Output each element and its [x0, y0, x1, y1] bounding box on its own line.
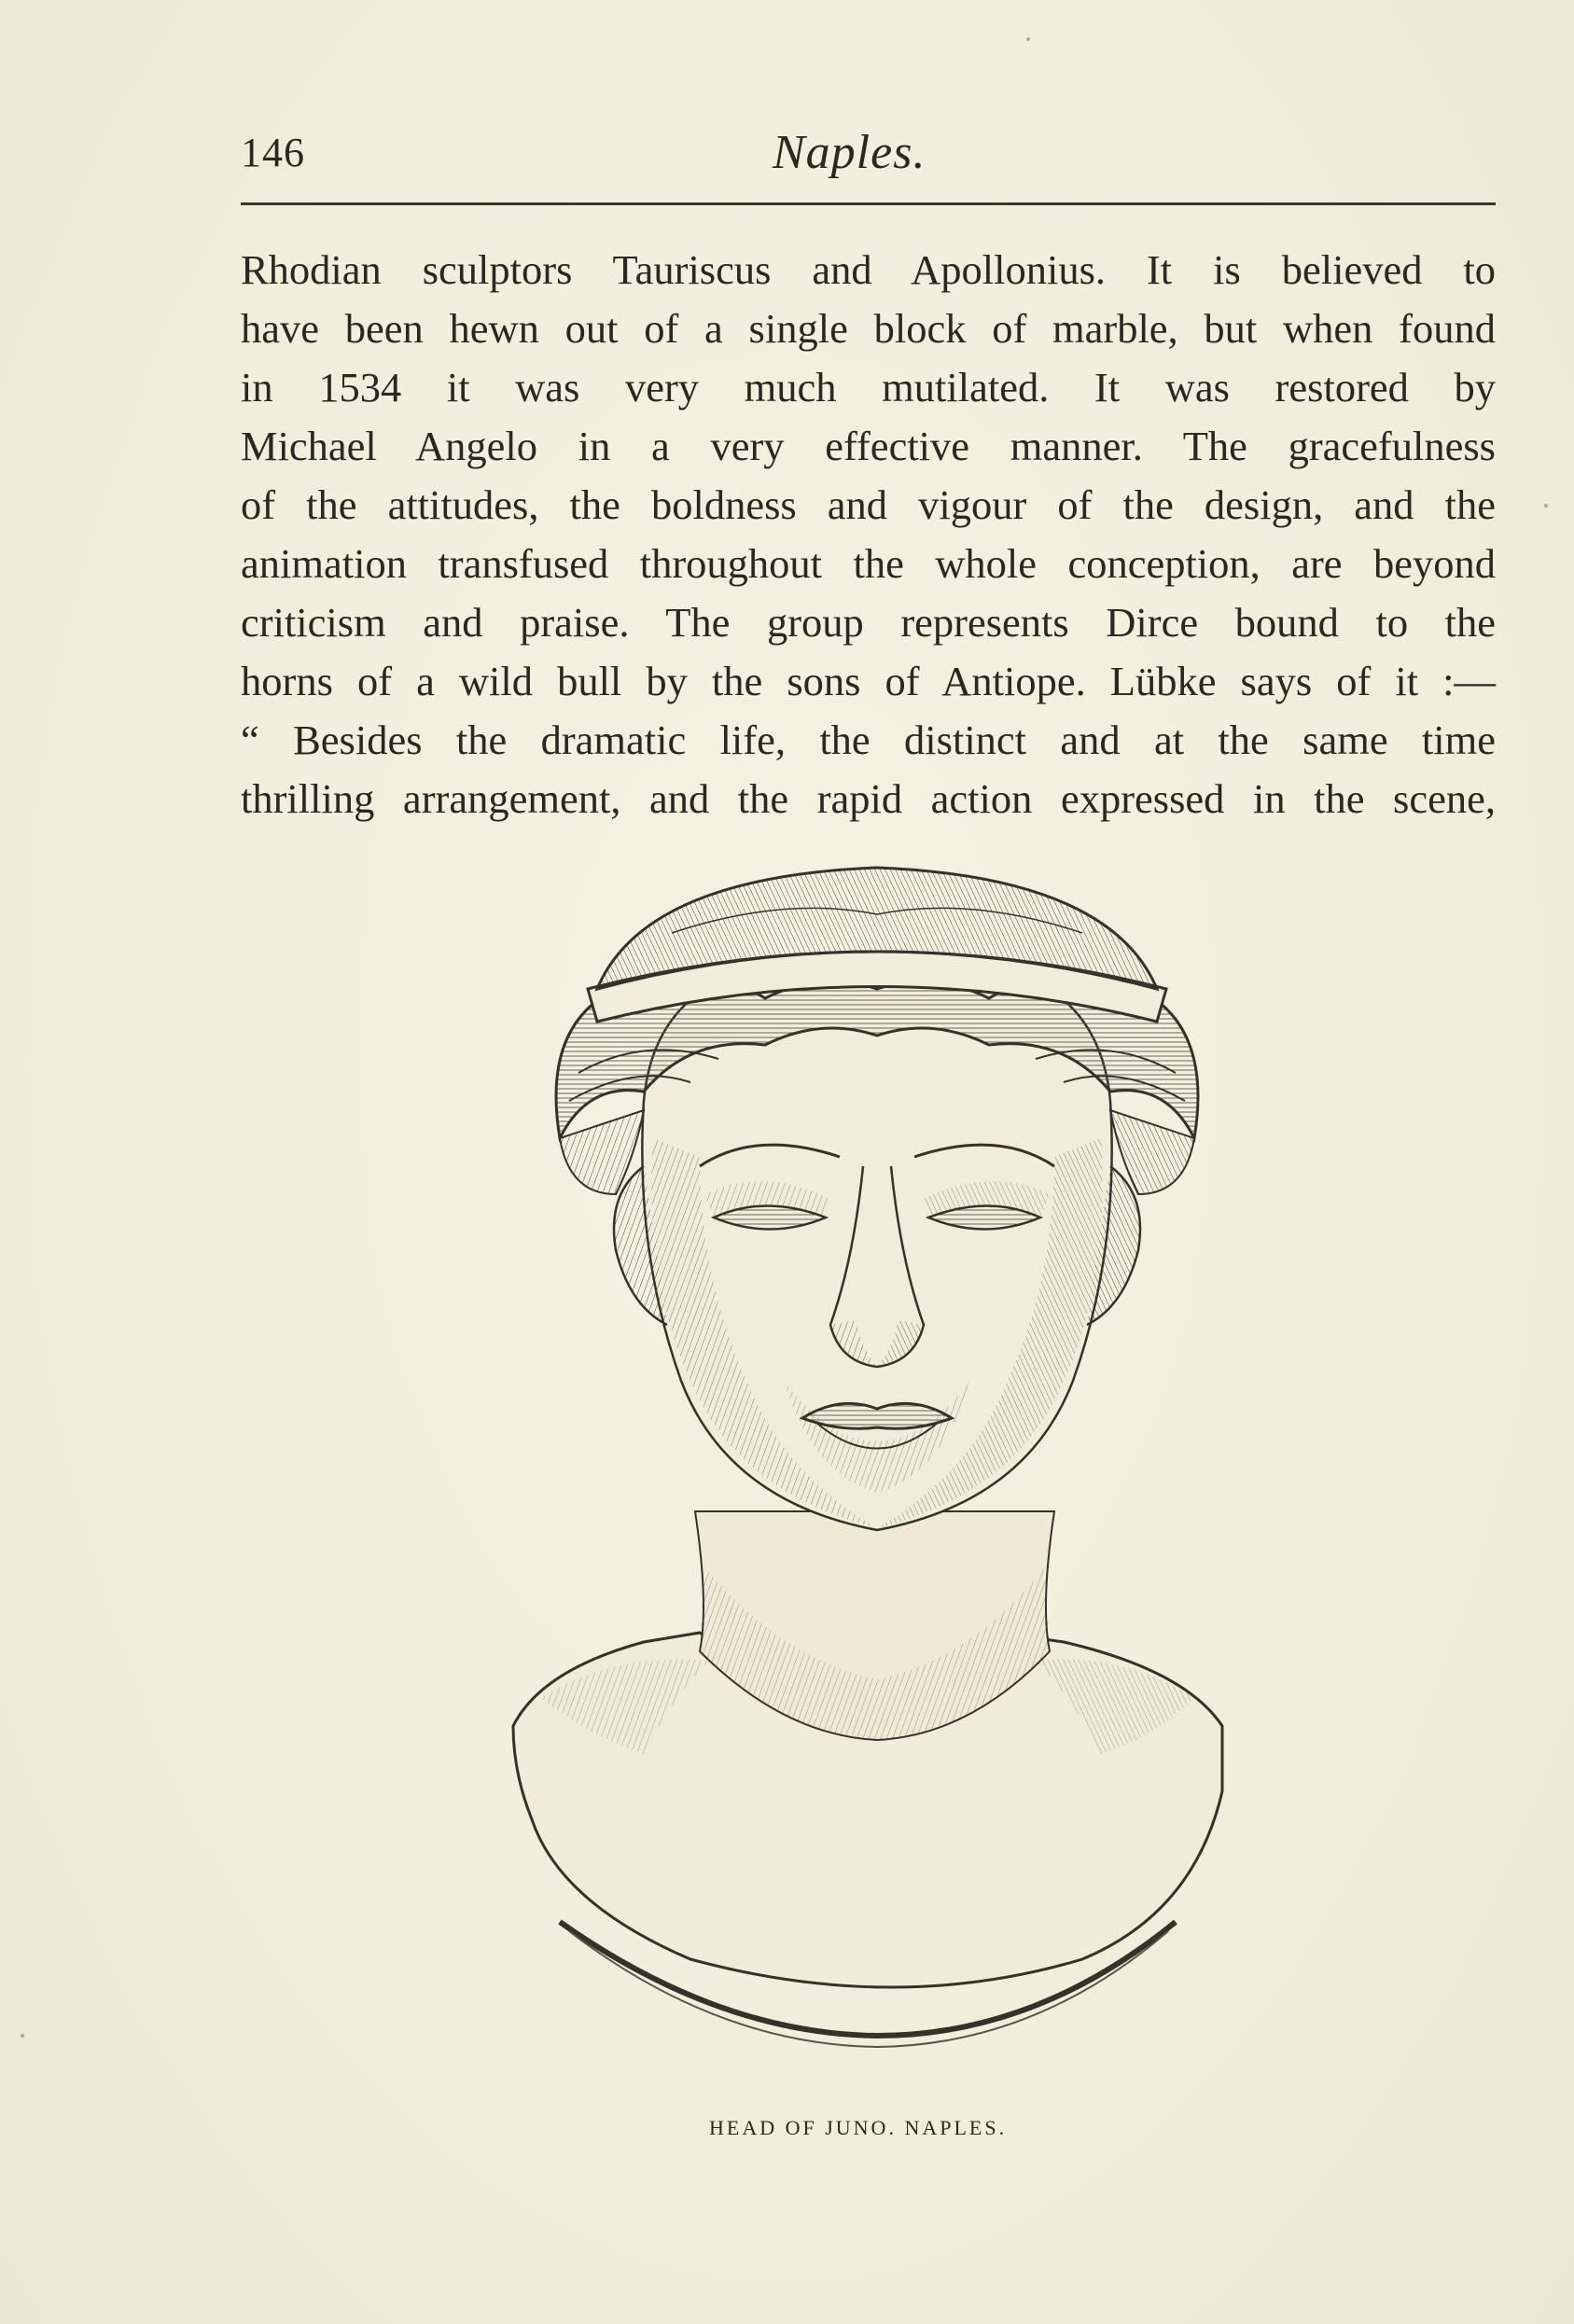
- page-number: 146: [241, 130, 305, 175]
- text-line: Michael Angelo in a very effective manner. The gracefulness: [241, 423, 1496, 469]
- text-line: have been hewn out of a single block of marble, but when found: [241, 305, 1496, 352]
- paper-speck: [1544, 504, 1548, 508]
- text-line: of the attitudes, the boldness and vigour of the design, and the: [241, 481, 1496, 528]
- text-line: “ Besides the dramatic life, the distinct and at the same time: [241, 717, 1496, 763]
- header-rule: [241, 202, 1496, 205]
- running-head: Naples.: [773, 126, 926, 179]
- text-line: animation transfused throughout the whole conception, are beyond: [241, 540, 1496, 587]
- text-line: thrilling arrangement, and the rapid action expressed in the scene,: [241, 775, 1496, 822]
- page-header: [241, 121, 1496, 196]
- text-line: criticism and praise. The group represents Dirce bound to the: [241, 599, 1496, 646]
- figure-caption: HEAD OF JUNO. NAPLES.: [709, 2116, 1008, 2139]
- text-line: horns of a wild bull by the sons of Antiope. Lübke says of it :—: [241, 658, 1496, 704]
- paper-speck: [21, 2034, 24, 2038]
- body-text: [241, 241, 1496, 828]
- text-line: in 1534 it was very much mutilated. It was restored by: [241, 364, 1496, 411]
- paper-speck: [1026, 37, 1030, 41]
- engraved-bust-icon: [504, 858, 1250, 2071]
- figure-illustration: [504, 858, 1250, 2071]
- text-line: Rhodian sculptors Tauriscus and Apollonius. It is believed to: [241, 246, 1496, 293]
